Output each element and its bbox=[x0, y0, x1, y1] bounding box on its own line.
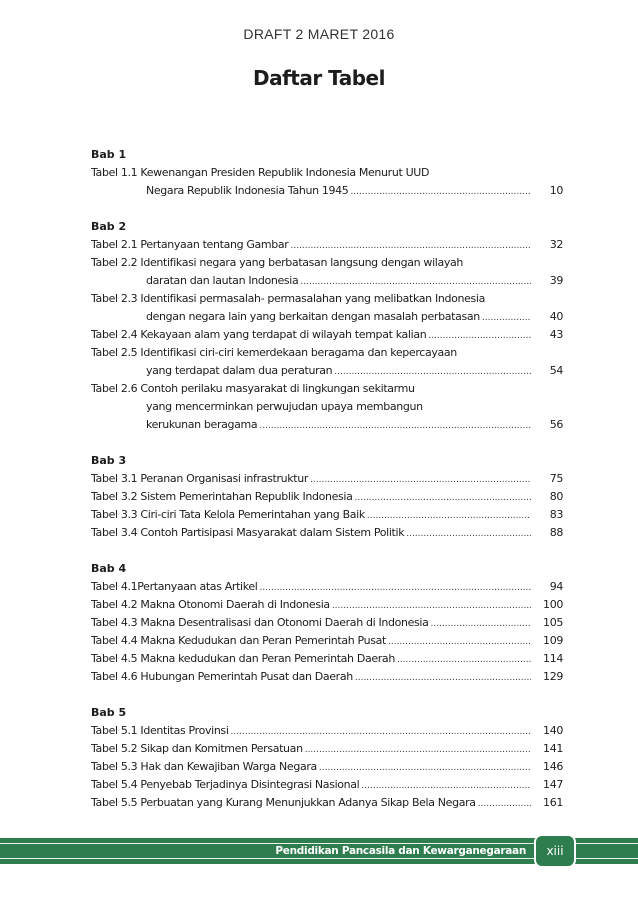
dot-leader bbox=[388, 633, 531, 651]
toc-entry[interactable] bbox=[91, 776, 563, 794]
toc-entry-title: Tabel 4.1Pertanyaan atas Artikel bbox=[91, 580, 258, 593]
toc-entry-title: Tabel 3.4 Contoh Partisipasi Masyarakat dalam Sistem Politik bbox=[91, 526, 405, 539]
toc-page-number: 80 bbox=[549, 490, 563, 503]
toc-page-number: 105 bbox=[543, 616, 563, 629]
toc-entry-title: Tabel 4.5 Makna kedudukan dan Peran Pemerintah Daerah bbox=[91, 652, 395, 665]
toc-entry[interactable] bbox=[91, 470, 563, 488]
dot-leader bbox=[367, 507, 531, 525]
toc-entry-title: Tabel 4.2 Makna Otonomi Daerah di Indonesia bbox=[91, 598, 330, 611]
toc-entry-line: Tabel 2.6 Contoh perilaku masyarakat di lingkungan sekitarmu bbox=[91, 382, 415, 395]
toc-section bbox=[91, 452, 563, 542]
dot-leader bbox=[428, 327, 531, 345]
dot-leader bbox=[290, 237, 531, 255]
toc-entry-title: Tabel 2.1 Pertanyaan tentang Gambar bbox=[91, 238, 289, 251]
toc-page-number: 129 bbox=[543, 670, 563, 683]
toc-page-number: 40 bbox=[549, 310, 563, 323]
toc-page-number: 54 bbox=[549, 364, 563, 377]
dot-leader bbox=[305, 741, 531, 759]
dot-leader bbox=[361, 777, 531, 795]
toc-page-number: 94 bbox=[549, 580, 563, 593]
toc-entry[interactable] bbox=[91, 326, 563, 344]
dot-leader bbox=[259, 417, 531, 435]
toc-entry[interactable] bbox=[91, 758, 563, 776]
toc-entry-line: yang mencerminkan perwujudan upaya membangun bbox=[146, 400, 423, 413]
toc-entry[interactable] bbox=[91, 668, 563, 686]
toc-entry-title: Tabel 3.2 Sistem Pemerintahan Republik Indonesia bbox=[91, 490, 353, 503]
toc-entry-title: Tabel 4.3 Makna Desentralisasi dan Otonomi Daerah di Indonesia bbox=[91, 616, 429, 629]
dot-leader bbox=[355, 489, 532, 507]
toc-entry-title: Tabel 5.3 Hak dan Kewajiban Warga Negara bbox=[91, 760, 317, 773]
toc-page-number: 88 bbox=[549, 526, 563, 539]
dot-leader bbox=[397, 651, 531, 669]
toc-entry[interactable] bbox=[91, 632, 563, 650]
toc-entry-title: dengan negara lain yang berkaitan dengan masalah perbatasan bbox=[146, 310, 480, 323]
toc-entry[interactable] bbox=[91, 362, 563, 380]
toc-entry[interactable] bbox=[91, 416, 563, 434]
toc-entry-title: Tabel 5.2 Sikap dan Komitmen Persatuan bbox=[91, 742, 303, 755]
toc-entry-title: Tabel 3.3 Ciri-ciri Tata Kelola Pemerintahan yang Baik bbox=[91, 508, 365, 521]
dot-leader bbox=[300, 273, 531, 291]
toc-entry[interactable] bbox=[91, 650, 563, 668]
toc-section bbox=[91, 218, 563, 434]
toc-entry[interactable] bbox=[91, 308, 563, 326]
draft-header: DRAFT 2 MARET 2016 bbox=[243, 26, 395, 42]
toc-page-number: 161 bbox=[543, 796, 563, 809]
toc-entry-title: Tabel 5.5 Perbuatan yang Kurang Menunjukkan Adanya Sikap Bela Negara bbox=[91, 796, 476, 809]
dot-leader bbox=[332, 597, 531, 615]
toc-entry[interactable] bbox=[91, 182, 563, 200]
toc-section bbox=[91, 560, 563, 686]
toc-page-number: 56 bbox=[549, 418, 563, 431]
chapter-heading: Bab 1 bbox=[91, 148, 127, 161]
toc-entry[interactable] bbox=[91, 488, 563, 506]
toc-entry-line: Tabel 2.2 Identifikasi negara yang berbatasan langsung dengan wilayah bbox=[91, 256, 464, 269]
dot-leader bbox=[406, 525, 531, 543]
toc-entry[interactable] bbox=[91, 272, 563, 290]
toc-entry-line: Tabel 2.3 Identifikasi permasalah- permasalahan yang melibatkan Indonesia bbox=[91, 292, 485, 305]
dot-leader bbox=[478, 795, 531, 813]
toc-page-number: 146 bbox=[543, 760, 563, 773]
toc-page-number: 32 bbox=[549, 238, 563, 251]
dot-leader bbox=[350, 183, 531, 201]
toc-page-number: 140 bbox=[543, 724, 563, 737]
toc-entry-title: Negara Republik Indonesia Tahun 1945 bbox=[146, 184, 349, 197]
dot-leader bbox=[431, 615, 532, 633]
toc-page-number: 114 bbox=[543, 652, 563, 665]
toc-entry[interactable] bbox=[91, 578, 563, 596]
toc-page-number: 147 bbox=[543, 778, 563, 791]
dot-leader bbox=[482, 309, 531, 327]
toc-entry-line: Tabel 2.5 Identifikasi ciri-ciri kemerdekaan beragama dan kepercayaan bbox=[91, 346, 457, 359]
dot-leader bbox=[334, 363, 531, 381]
page-number-badge: xiii bbox=[534, 834, 576, 868]
toc-entry-title: daratan dan lautan Indonesia bbox=[146, 274, 299, 287]
page-title: Daftar Tabel bbox=[253, 66, 385, 90]
dot-leader bbox=[355, 669, 531, 687]
toc-page-number: 75 bbox=[549, 472, 563, 485]
table-of-tables bbox=[91, 146, 563, 830]
toc-entry[interactable] bbox=[91, 596, 563, 614]
chapter-heading: Bab 3 bbox=[91, 454, 127, 467]
dot-leader bbox=[231, 723, 531, 741]
chapter-heading: Bab 5 bbox=[91, 706, 127, 719]
toc-entry[interactable] bbox=[91, 236, 563, 254]
chapter-heading: Bab 4 bbox=[91, 562, 127, 575]
toc-page-number: 100 bbox=[543, 598, 563, 611]
toc-page-number: 141 bbox=[543, 742, 563, 755]
toc-entry-title: Tabel 5.1 Identitas Provinsi bbox=[91, 724, 229, 737]
toc-page-number: 43 bbox=[549, 328, 563, 341]
toc-entry[interactable] bbox=[91, 524, 563, 542]
toc-entry-title: Tabel 5.4 Penyebab Terjadinya Disintegrasi Nasional bbox=[91, 778, 360, 791]
toc-entry[interactable] bbox=[91, 506, 563, 524]
toc-page-number: 39 bbox=[549, 274, 563, 287]
dot-leader bbox=[310, 471, 531, 489]
toc-entry-line: Tabel 1.1 Kewenangan Presiden Republik Indonesia Menurut UUD bbox=[91, 166, 430, 179]
toc-entry[interactable] bbox=[91, 740, 563, 758]
toc-page-number: 83 bbox=[549, 508, 563, 521]
toc-section bbox=[91, 146, 563, 200]
toc-entry-title: yang terdapat dalam dua peraturan bbox=[146, 364, 333, 377]
dot-leader bbox=[260, 579, 532, 597]
toc-page-number: 109 bbox=[543, 634, 563, 647]
toc-page-number: 10 bbox=[549, 184, 563, 197]
toc-section bbox=[91, 704, 563, 812]
toc-entry-title: Tabel 4.4 Makna Kedudukan dan Peran Pemerintah Pusat bbox=[91, 634, 386, 647]
toc-entry-title: Tabel 4.6 Hubungan Pemerintah Pusat dan Daerah bbox=[91, 670, 353, 683]
toc-entry-title: Tabel 3.1 Peranan Organisasi infrastruktur bbox=[91, 472, 309, 485]
dot-leader bbox=[319, 759, 531, 777]
toc-entry-title: Tabel 2.4 Kekayaan alam yang terdapat di wilayah tempat kalian bbox=[91, 328, 427, 341]
toc-entry[interactable] bbox=[91, 614, 563, 632]
toc-entry-title: kerukunan beragama bbox=[146, 418, 258, 431]
chapter-heading: Bab 2 bbox=[91, 220, 127, 233]
toc-entry[interactable] bbox=[91, 794, 563, 812]
toc-entry[interactable] bbox=[91, 722, 563, 740]
footer-book-title: Pendidikan Pancasila dan Kewarganegaraan bbox=[275, 845, 526, 857]
